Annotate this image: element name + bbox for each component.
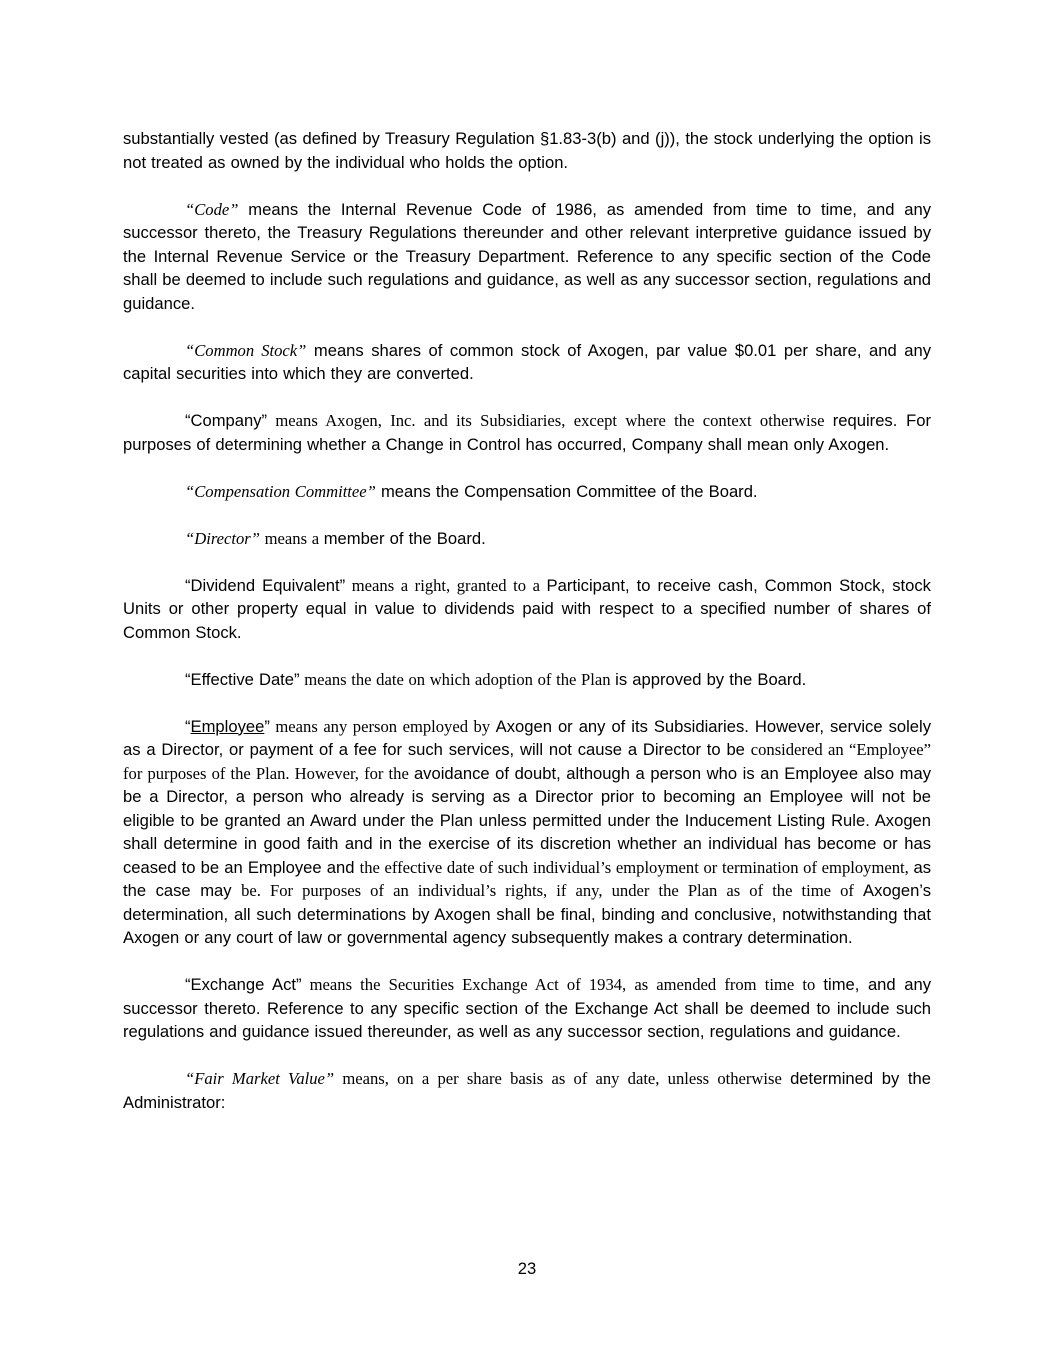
text-run: be. For purposes of an individual’s rights, if any, under the Plan as of the time of [241,881,864,900]
paragraph [123,527,931,551]
text-run: the effective date of such individual’s employment or termination of employment, [359,857,914,877]
paragraph [123,715,931,950]
page-number: 23 [517,1259,537,1278]
text-run: means the Internal Revenue Code of 1986, as amended from time to time, and any successor thereto, the Treasury Regulations thereunder and other relevant interpretive guidance issued by the Internal Revenue Service or the Treasury Department. Reference to any specific section of the Code shall be deemed to include such regulations and guidance, as well as any successor section, regulations and guidance. [123,199,931,313]
text-run: means Axogen, Inc. and its Subsidiaries, except where the context otherwise [267,411,833,430]
paragraph [123,1067,931,1114]
paragraph [123,409,931,456]
defined-term: “Effective Date” [185,669,300,689]
text-run: “ [185,716,191,736]
text-run: Axogen or any of its Subsidiaries. However, service solely as a Director, or payment of a fee for such services, will not cause a Director to be [123,716,931,759]
paragraph [123,973,931,1044]
defined-term: “Company” [185,411,268,430]
text-run: avoidance of doubt, although a person who is an Employee also may be a Director, a person who already is serving as a Director prior to becoming an Employee will not be eligible to be granted an Award under the Plan unless permitted under the Inducement Listing Rule. Axogen shall determine in good faith and in the exercise of its discretion whether an individual has become or has ceased to be an Employee and [123,763,932,877]
text-run: means, on a per share basis as of any date, unless otherwise [334,1069,791,1088]
text-run: means any person employed by [269,716,496,736]
paragraph [123,668,931,692]
text-run: member of the Board. [323,528,486,548]
defined-term: “Exchange Act” [185,975,302,994]
paragraph [123,198,931,316]
paragraph [123,127,931,174]
defined-term: Employee [190,716,265,736]
defined-term: “Code” [185,199,239,219]
text-run: substantially vested (as defined by Treasury Regulation §1.83-3(b) and (j)), the stock underlying the option is not treated as owned by the individual who holds the option. [123,129,931,172]
text-run: means shares of common stock of Axogen, par value $0.01 per share, and any capital securities into which they are converted. [123,340,931,383]
defined-term: “Director” [185,528,260,548]
defined-term: “Dividend Equivalent” [185,575,346,595]
paragraphs-container [123,127,931,1114]
text-run: means a right, granted to a [345,575,547,595]
text-run: Axogen’s determination, all such determinations by Axogen shall be final, binding and conclusive, notwithstanding that Axogen or any court of law or governmental agency subsequently makes a contrary determination. [123,881,931,947]
paragraph [123,339,931,386]
defined-term: “Fair Market Value” [185,1069,335,1088]
text-run: is approved by the Board. [615,669,807,689]
paragraph [123,574,931,645]
paragraph [123,480,931,504]
text-run: time, and any successor thereto. Reference to any specific section of the Exchange Act shall be deemed to include such regulations and guidance issued thereunder, as well as any successor section, regulations and guidance. [123,975,931,1041]
text-run: Participant, to receive cash, Common Stock, stock Units or other property equal in value to dividends paid with respect to a specified number of shares of Common Stock. [123,575,931,642]
defined-term: “Compensation Committee” [185,481,376,501]
text-run: means the Securities Exchange Act of 1934, as amended from time to [301,975,824,994]
text-run: requires. For purposes of determining whether a Change in Control has occurred, Company shall mean only Axogen. [123,411,931,454]
text-run: means the Compensation Committee of the Board. [375,481,758,501]
text-run: ” [264,716,270,736]
text-run: considered an “Employee” for purposes of the Plan. However, for the [123,740,931,783]
defined-term: “Common Stock” [185,340,307,360]
text-run: as the case may [123,857,931,900]
text-run: determined by the Administrator: [123,1069,932,1112]
text-run: means the date on which adoption of the Plan [299,669,616,689]
text-run: means a [260,528,324,548]
